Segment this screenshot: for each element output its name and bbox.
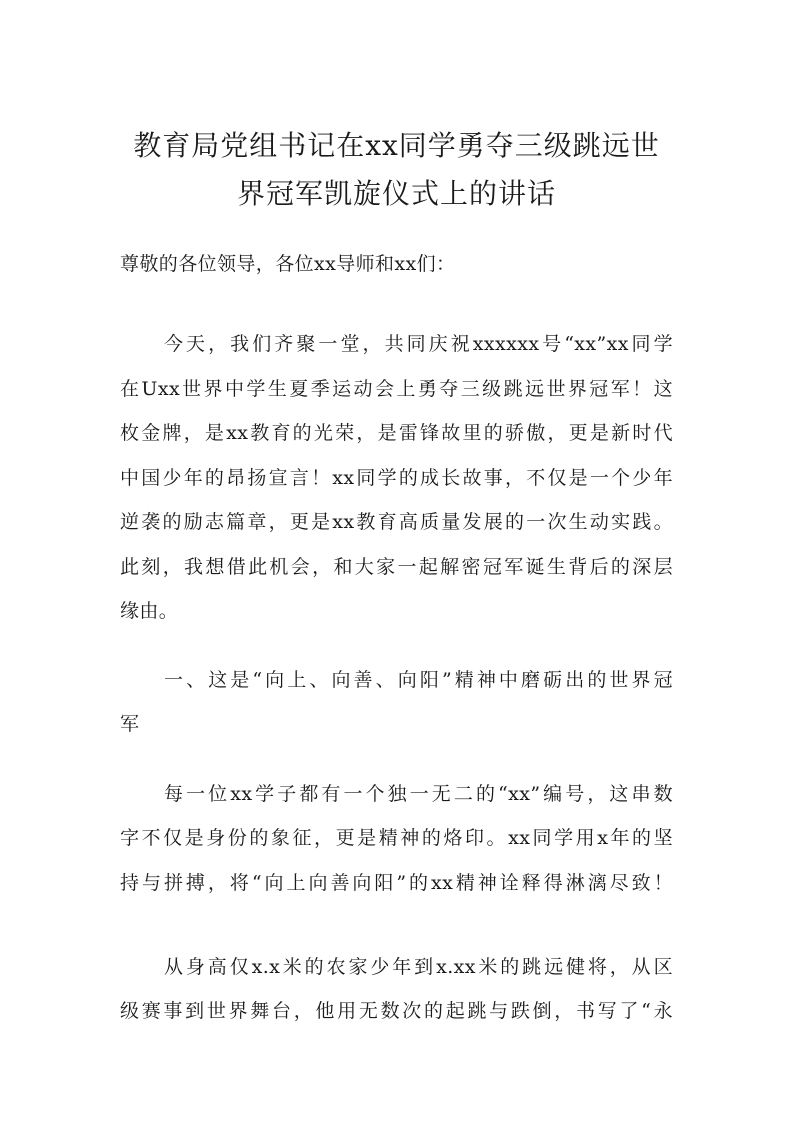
paragraph-1-line-2: 在Uxx世界中学生夏季运动会上勇夺三级跳远世界冠军！这	[120, 378, 673, 400]
section-heading-line-2: 军	[120, 713, 140, 735]
paragraph-3-line-3: 持与拼搏，将“向上向善向阳”的xx精神诠释得淋漓尽致！	[120, 872, 673, 894]
paragraph-1-line-3: 枚金牌，是xx教育的光荣，是雷锋故里的骄傲，更是新时代	[120, 422, 673, 444]
paragraph-4-line-2: 级赛事到世界舞台，他用无数次的起跳与跌倒，书写了“永	[120, 1000, 673, 1022]
paragraph-1-line-7: 缘由。	[120, 600, 179, 622]
paragraph-3-line-2: 字不仅是身份的象征，更是精神的烙印。xx同学用x年的坚	[120, 827, 673, 849]
paragraph-1-line-1: 今天，我们齐聚一堂，共同庆祝xxxxxx号“xx”xx同学	[164, 333, 673, 355]
section-heading-line-1: 一、这是“向上、向善、向阳”精神中磨砺出的世界冠	[164, 669, 673, 691]
paragraph-1-line-6: 此刻，我想借此机会，和大家一起解密冠军诞生背后的深层	[120, 556, 673, 578]
paragraph-1-line-5: 逆袭的励志篇章，更是xx教育高质量发展的一次生动实践。	[120, 511, 673, 533]
document-title-line-1: 教育局党组书记在xx同学勇夺三级跳远世	[133, 129, 660, 162]
paragraph-3-line-1: 每一位xx学子都有一个独一无二的“xx”编号，这串数	[164, 783, 673, 805]
document-title-line-2: 界冠军凯旋仪式上的讲话	[236, 177, 556, 210]
paragraph-4-line-1: 从身高仅x.x米的农家少年到x.xx米的跳远健将，从区	[164, 956, 673, 978]
paragraph-1-line-4: 中国少年的昂扬宣言！xx同学的成长故事，不仅是一个少年	[120, 467, 673, 489]
salutation: 尊敬的各位领导，各位xx导师和xx们：	[120, 253, 456, 275]
